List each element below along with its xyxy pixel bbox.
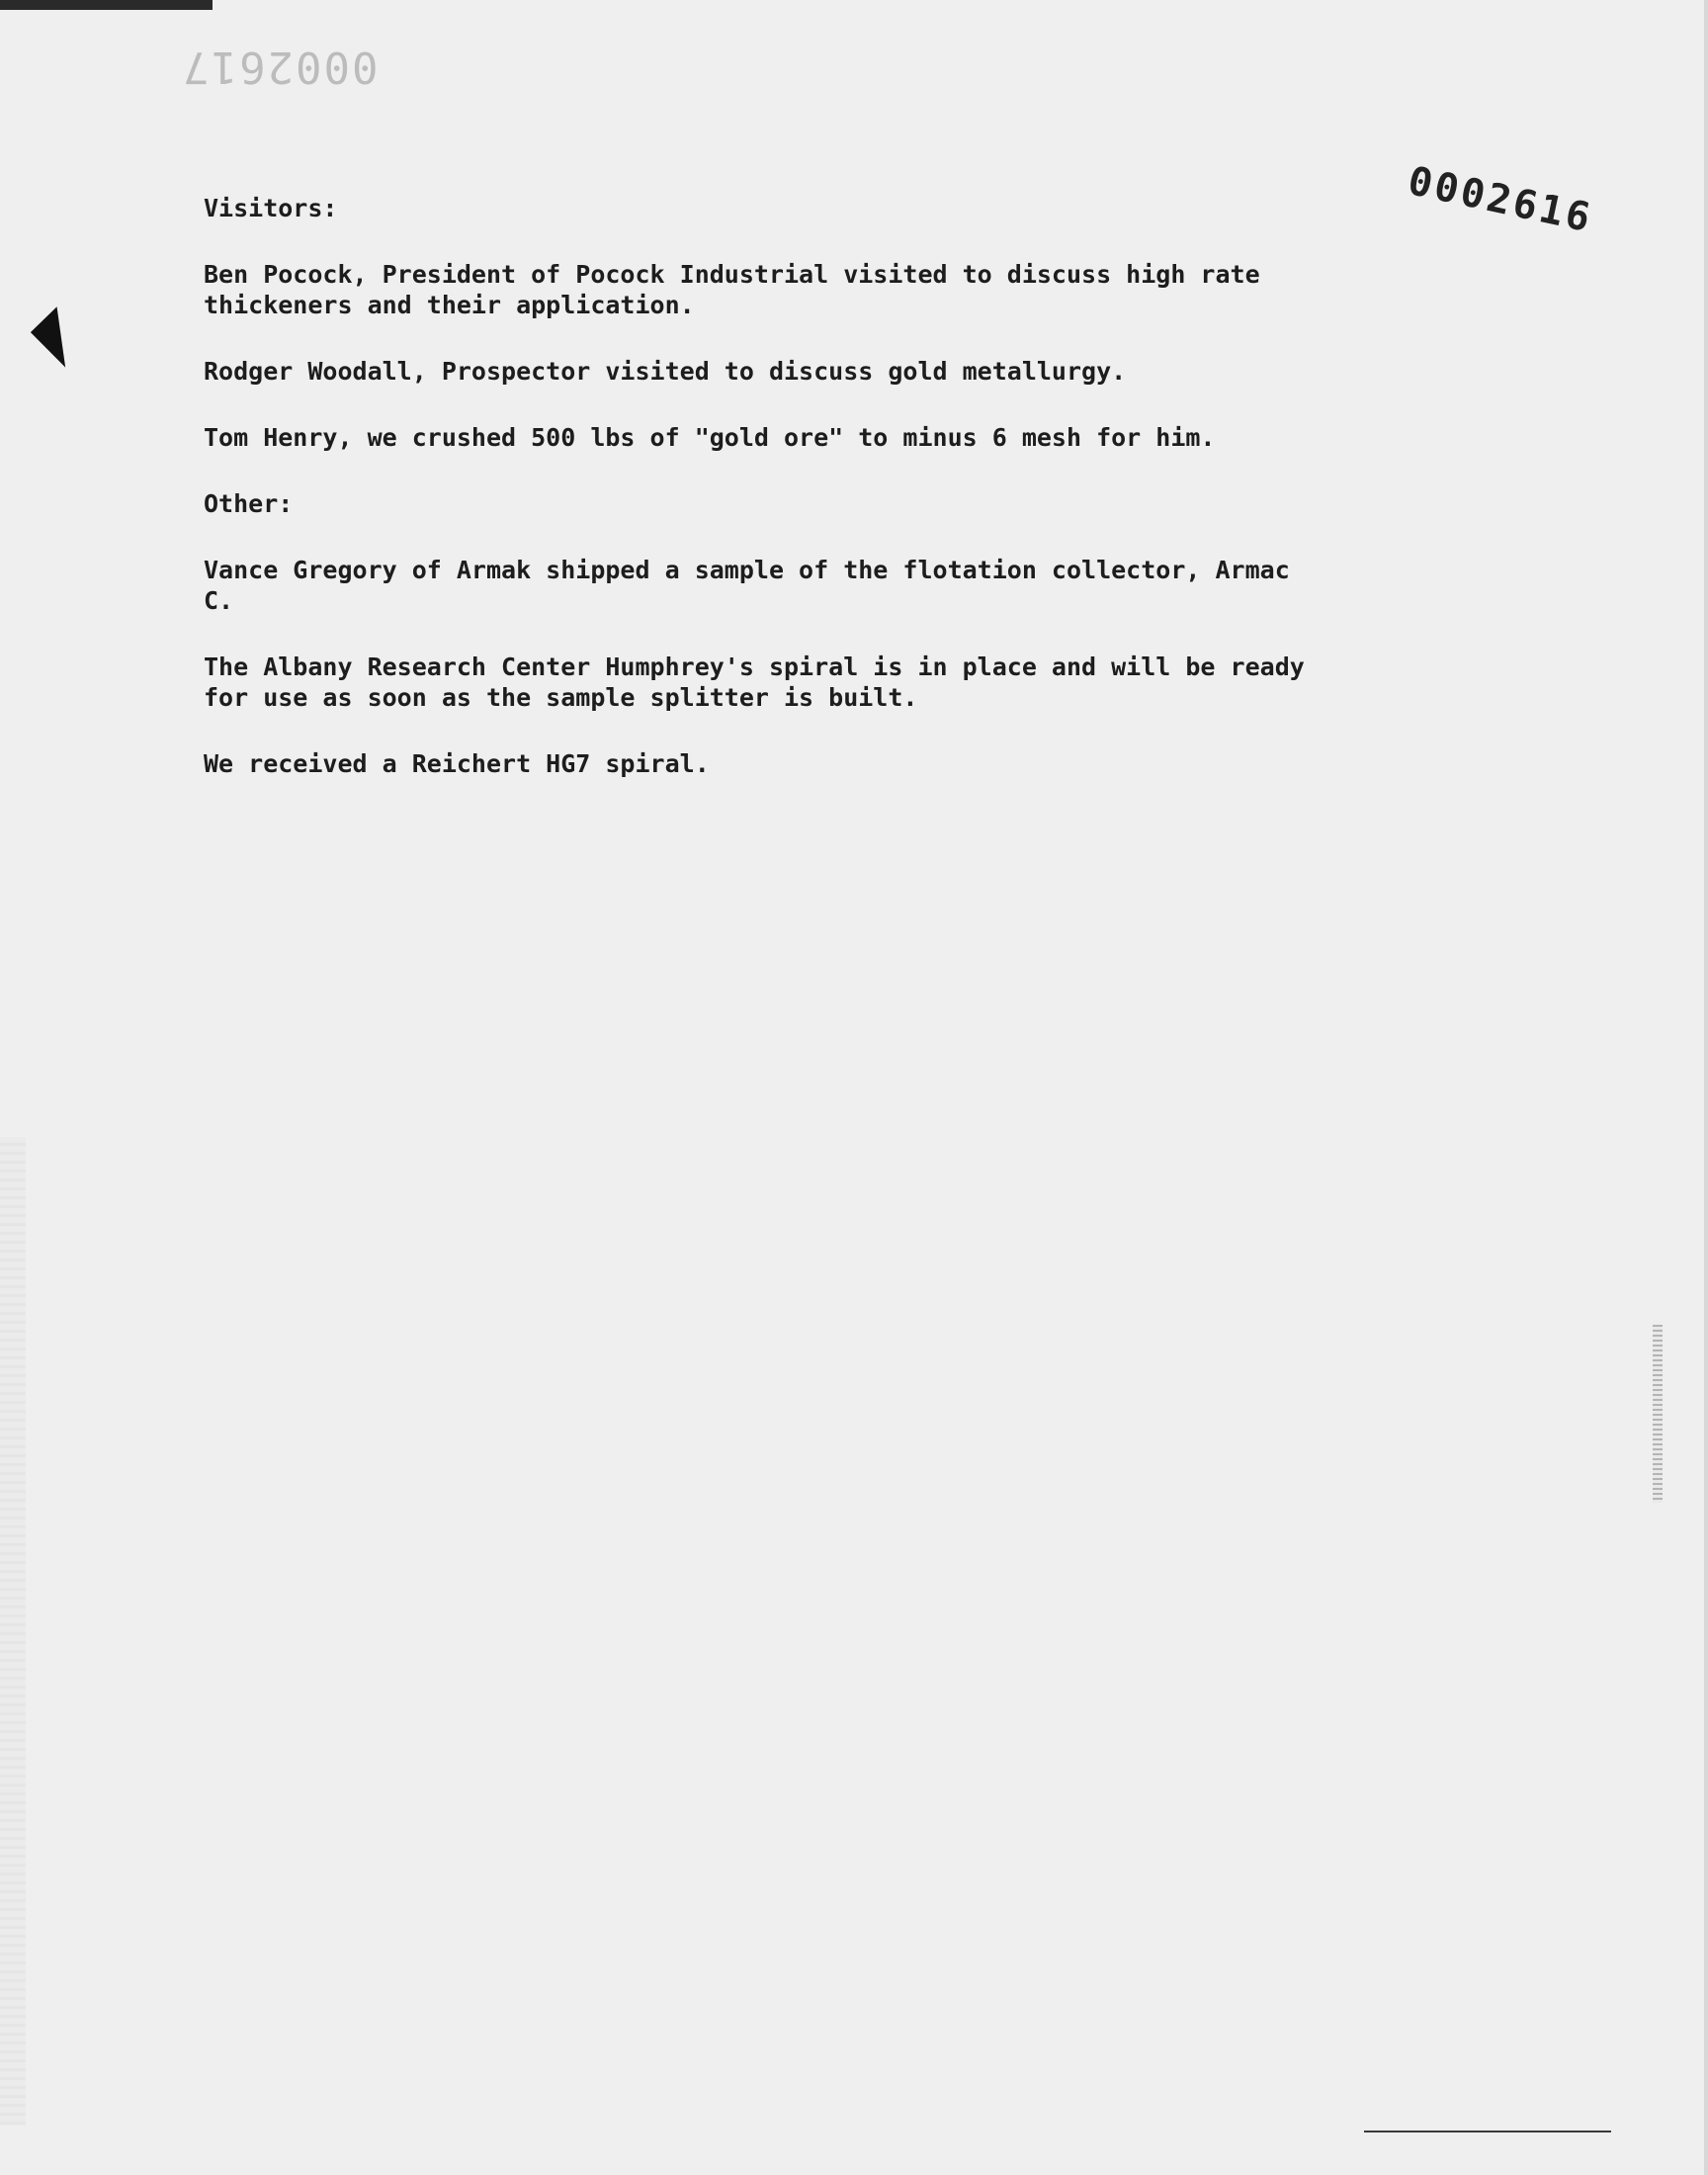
other-entry-reichert: We received a Reichert HG7 spiral. bbox=[204, 749, 710, 778]
other-heading: Other: bbox=[204, 489, 294, 518]
other-entry-albany-spiral: The Albany Research Center Humphrey's spiral is in place and will be ready for use as soon as the sample splitter is built. bbox=[204, 652, 1305, 712]
footer-rule bbox=[1364, 2131, 1611, 2132]
scan-smudge bbox=[1653, 1325, 1663, 1503]
visitor-entry-henry: Tom Henry, we crushed 500 lbs of "gold ore" to minus 6 mesh for him. bbox=[204, 423, 1216, 452]
other-entry-armak: Vance Gregory of Armak shipped a sample of the flotation collector, Armac C. bbox=[204, 556, 1290, 615]
bleed-through-stamp: 0002617 bbox=[181, 42, 379, 92]
visitors-heading: Visitors: bbox=[204, 194, 338, 222]
visitor-entry-woodall: Rodger Woodall, Prospector visited to discuss gold metallurgy. bbox=[204, 357, 1127, 386]
scan-edge-mark bbox=[28, 306, 65, 372]
scan-right-edge bbox=[1704, 0, 1708, 2175]
document-number-stamp: 0002616 bbox=[1404, 158, 1597, 242]
document-body bbox=[204, 193, 1311, 815]
visitor-entry-pocock: Ben Pocock, President of Pocock Industrial visited to discuss high rate thickeners and their application. bbox=[204, 260, 1260, 319]
scan-edge-bar bbox=[0, 0, 213, 10]
scan-speckle bbox=[0, 1137, 26, 2126]
